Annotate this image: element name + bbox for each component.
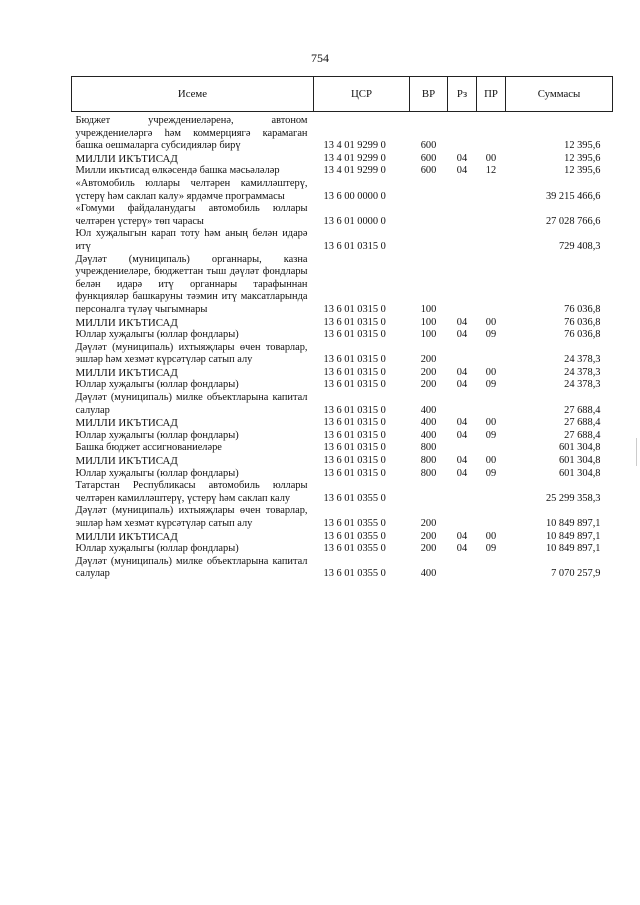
cell-name: «Гомуми файдаланудагы автомобиль юллары челтәрен үстерү» төп чарасы xyxy=(75,203,308,227)
cell-vr: 400 xyxy=(420,417,437,429)
cell-name: Дәүләт (муниципаль) милке объектларына капитал салулар xyxy=(75,555,308,580)
cell-csr: 13 6 01 0315 0 xyxy=(323,429,386,441)
cell-rz: 04 xyxy=(456,455,468,467)
table-row xyxy=(72,228,613,253)
cell-csr: 13 6 01 0355 0 xyxy=(323,492,386,504)
cell-sum: 10 849 897,1 xyxy=(545,530,601,542)
cell-name: Дәүләт (муниципаль) милке объектларына капитал салулар xyxy=(75,392,308,416)
cell-sum: 10 849 897,1 xyxy=(545,543,601,555)
header-name: Исеме xyxy=(72,77,314,112)
cell-vr: 200 xyxy=(420,366,437,378)
cell-pr xyxy=(477,392,506,417)
cell-rz xyxy=(448,392,477,417)
cell-pr: 09 xyxy=(485,429,497,441)
cell-name: Юллар хуҗалыгы (юллар фондлары) xyxy=(75,467,239,479)
cell-csr: 13 6 01 0315 0 xyxy=(323,354,386,366)
scan-speck xyxy=(636,438,637,466)
cell-rz: 04 xyxy=(456,429,468,441)
table-row xyxy=(72,480,613,505)
cell-vr: 800 xyxy=(420,455,437,467)
table-row xyxy=(72,379,613,392)
cell-vr xyxy=(410,228,448,253)
cell-csr: 13 6 01 0315 0 xyxy=(323,316,386,328)
cell-sum: 24 378,3 xyxy=(564,354,601,366)
cell-name: Дәүләт (муниципаль) ихтыяҗлары өчен товарлар, эшләр һәм хезмәт күрсәтүләр сатып алу xyxy=(75,341,308,366)
cell-vr: 100 xyxy=(420,316,437,328)
cell-vr: 200 xyxy=(420,530,437,542)
cell-rz xyxy=(448,178,477,203)
cell-pr xyxy=(477,203,506,228)
table-row xyxy=(72,543,613,556)
cell-csr: 13 6 01 0315 0 xyxy=(323,303,386,315)
cell-vr: 800 xyxy=(420,467,437,479)
cell-sum: 27 028 766,6 xyxy=(545,215,601,227)
cell-sum: 76 036,8 xyxy=(564,316,601,328)
cell-vr xyxy=(410,178,448,203)
cell-sum: 12 395,6 xyxy=(564,152,601,164)
cell-rz: 04 xyxy=(456,366,468,378)
cell-csr: 13 4 01 9299 0 xyxy=(323,165,386,177)
cell-csr: 13 4 01 9299 0 xyxy=(323,152,386,164)
cell-pr xyxy=(477,442,506,455)
table-row xyxy=(72,556,613,581)
cell-csr: 13 4 01 9299 0 xyxy=(323,140,386,152)
cell-sum: 25 299 358,3 xyxy=(545,492,601,504)
cell-pr xyxy=(477,254,506,317)
cell-name: Дәүләт (муниципаль) ихтыяҗлары өчен товарлар, эшләр һәм хезмәт күрсәтүләр сатып алу xyxy=(75,505,308,529)
cell-rz xyxy=(448,505,477,530)
cell-sum: 729 408,3 xyxy=(558,240,601,252)
cell-pr xyxy=(477,178,506,203)
cell-sum: 601 304,8 xyxy=(558,442,601,454)
cell-rz xyxy=(448,342,477,367)
table-row xyxy=(72,254,613,317)
cell-csr: 13 6 01 0315 0 xyxy=(323,467,386,479)
cell-rz: 04 xyxy=(456,467,468,479)
cell-rz xyxy=(448,480,477,505)
table-row xyxy=(72,442,613,455)
cell-rz xyxy=(448,254,477,317)
cell-sum: 12 395,6 xyxy=(564,140,601,152)
cell-csr: 13 6 01 0315 0 xyxy=(323,379,386,391)
cell-rz xyxy=(448,556,477,581)
cell-pr: 09 xyxy=(485,329,497,341)
cell-name: Татарстан Республикасы автомобиль юллары челтәрен камилләштерү, үстерү һәм саклап калу xyxy=(75,480,308,504)
cell-vr: 800 xyxy=(420,442,437,454)
cell-sum: 27 688,4 xyxy=(564,429,601,441)
cell-sum: 27 688,4 xyxy=(564,417,601,429)
cell-pr xyxy=(477,505,506,530)
cell-rz: 04 xyxy=(456,543,468,555)
table-row xyxy=(72,455,613,468)
cell-name: Юллар хуҗалыгы (юллар фондлары) xyxy=(75,379,239,391)
cell-name: Дәүләт (муниципаль) органнары, казна учреждениеләре, бюджеттан тыш дәүләт фондлары белән идарә итү органнары тарафыннан функцияләр башкаруны тәэмин итү максатларында персоналга түләү чыгымнары xyxy=(75,253,308,315)
cell-vr: 200 xyxy=(420,379,437,391)
cell-pr xyxy=(477,112,506,153)
cell-rz: 04 xyxy=(456,152,468,164)
cell-rz: 04 xyxy=(456,417,468,429)
cell-vr: 600 xyxy=(420,165,437,177)
cell-vr xyxy=(410,203,448,228)
cell-csr: 13 6 01 0315 0 xyxy=(323,455,386,467)
cell-csr: 13 6 01 0315 0 xyxy=(323,329,386,341)
cell-sum: 27 688,4 xyxy=(564,404,601,416)
cell-rz: 04 xyxy=(456,530,468,542)
cell-name: МИЛЛИ ИКЪТИСАД xyxy=(75,316,178,329)
cell-name: Юллар хуҗалыгы (юллар фондлары) xyxy=(75,429,239,441)
header-csr: ЦСР xyxy=(314,77,410,112)
cell-sum: 601 304,8 xyxy=(558,467,601,479)
cell-rz: 04 xyxy=(456,165,468,177)
cell-vr: 400 xyxy=(420,568,437,580)
table-row xyxy=(72,203,613,228)
cell-name: Юл хуҗалыгын карап тоту һәм аның белән идарә итү xyxy=(75,228,308,252)
cell-name: МИЛЛИ ИКЪТИСАД xyxy=(75,530,178,543)
cell-rz xyxy=(448,442,477,455)
table-body xyxy=(72,112,613,581)
table-row xyxy=(72,505,613,530)
table-row xyxy=(72,317,613,330)
table-row xyxy=(72,417,613,430)
cell-pr xyxy=(477,342,506,367)
cell-rz xyxy=(448,228,477,253)
cell-pr: 09 xyxy=(485,467,497,479)
cell-csr: 13 6 01 0355 0 xyxy=(323,568,386,580)
cell-csr: 13 6 01 0355 0 xyxy=(323,518,386,529)
page-number: 754 xyxy=(311,51,329,65)
cell-rz xyxy=(448,112,477,153)
cell-pr: 00 xyxy=(485,366,497,378)
cell-vr xyxy=(410,480,448,505)
cell-vr: 100 xyxy=(420,303,437,315)
cell-sum: 24 378,3 xyxy=(564,379,601,391)
table-row xyxy=(72,178,613,203)
cell-vr: 400 xyxy=(420,429,437,441)
header-vr: ВР xyxy=(410,77,448,112)
cell-rz: 04 xyxy=(456,379,468,391)
cell-rz: 04 xyxy=(456,329,468,341)
cell-name: Юллар хуҗалыгы (юллар фондлары) xyxy=(75,543,239,555)
cell-pr xyxy=(477,556,506,581)
cell-pr xyxy=(477,228,506,253)
table-row xyxy=(72,468,613,481)
table-row xyxy=(72,153,613,166)
cell-pr: 00 xyxy=(485,316,497,328)
header-sum: Суммасы xyxy=(506,77,613,112)
cell-pr xyxy=(477,480,506,505)
cell-name: МИЛЛИ ИКЪТИСАД xyxy=(75,455,178,468)
cell-name: МИЛЛИ ИКЪТИСАД xyxy=(75,417,178,430)
table-row xyxy=(72,367,613,380)
table-row xyxy=(72,165,613,178)
cell-name: Юллар хуҗалыгы (юллар фондлары) xyxy=(75,329,239,341)
table-row xyxy=(72,112,613,153)
table-row xyxy=(72,392,613,417)
cell-rz: 04 xyxy=(456,316,468,328)
table-row xyxy=(72,531,613,544)
cell-vr: 200 xyxy=(420,518,437,529)
cell-sum: 24 378,3 xyxy=(564,366,601,378)
cell-csr: 13 6 01 0315 0 xyxy=(323,417,386,429)
cell-name: Бюджет учреждениеләренә, автоном учреждениеләргә һәм коммерциягә карамаган башка оешмаларга субсидияләр бирү xyxy=(75,115,308,152)
cell-name: «Автомобиль юллары челтәрен камилләштерү, үстерү һәм саклап калу» ярдәмче программасы xyxy=(75,177,308,202)
table-header xyxy=(72,77,613,112)
cell-pr: 09 xyxy=(485,379,497,391)
table-row xyxy=(72,329,613,342)
table-row xyxy=(72,430,613,443)
cell-sum: 76 036,8 xyxy=(564,303,601,315)
cell-csr: 13 6 01 0000 0 xyxy=(323,215,386,227)
cell-name: МИЛЛИ ИКЪТИСАД xyxy=(75,366,178,379)
header-pr: ПР xyxy=(477,77,506,112)
table-row xyxy=(72,342,613,367)
cell-sum: 12 395,6 xyxy=(564,165,601,177)
cell-csr: 13 6 01 0315 0 xyxy=(323,366,386,378)
header-rz: Рз xyxy=(448,77,477,112)
cell-pr: 00 xyxy=(485,455,497,467)
cell-vr: 400 xyxy=(420,404,437,416)
cell-sum: 39 215 466,6 xyxy=(545,190,601,202)
cell-pr: 12 xyxy=(485,165,497,177)
cell-sum: 76 036,8 xyxy=(564,329,601,341)
cell-vr: 600 xyxy=(420,140,437,152)
cell-csr: 13 6 01 0315 0 xyxy=(323,404,386,416)
cell-csr: 13 6 01 0355 0 xyxy=(323,543,386,555)
cell-rz xyxy=(448,203,477,228)
budget-table xyxy=(71,76,613,581)
cell-pr: 00 xyxy=(485,152,497,164)
cell-vr: 200 xyxy=(420,543,437,555)
cell-sum: 601 304,8 xyxy=(558,455,601,467)
cell-vr: 200 xyxy=(420,354,437,366)
cell-name: Башка бюджет ассигнованиеләре xyxy=(75,442,222,454)
cell-name: МИЛЛИ ИКЪТИСАД xyxy=(75,152,178,165)
cell-csr: 13 6 01 0355 0 xyxy=(323,530,386,542)
cell-pr: 00 xyxy=(485,530,497,542)
cell-csr: 13 6 00 0000 0 xyxy=(323,190,386,202)
cell-sum: 10 849 897,1 xyxy=(545,518,601,529)
cell-pr: 09 xyxy=(485,543,497,555)
cell-csr: 13 6 01 0315 0 xyxy=(323,240,386,252)
cell-vr: 600 xyxy=(420,152,437,164)
cell-vr: 100 xyxy=(420,329,437,341)
cell-name: Милли икътисад өлкәсендә башка мәсьәләләр xyxy=(75,165,280,177)
cell-csr: 13 6 01 0315 0 xyxy=(323,442,386,454)
cell-sum: 7 070 257,9 xyxy=(551,568,601,580)
cell-pr: 00 xyxy=(485,417,497,429)
